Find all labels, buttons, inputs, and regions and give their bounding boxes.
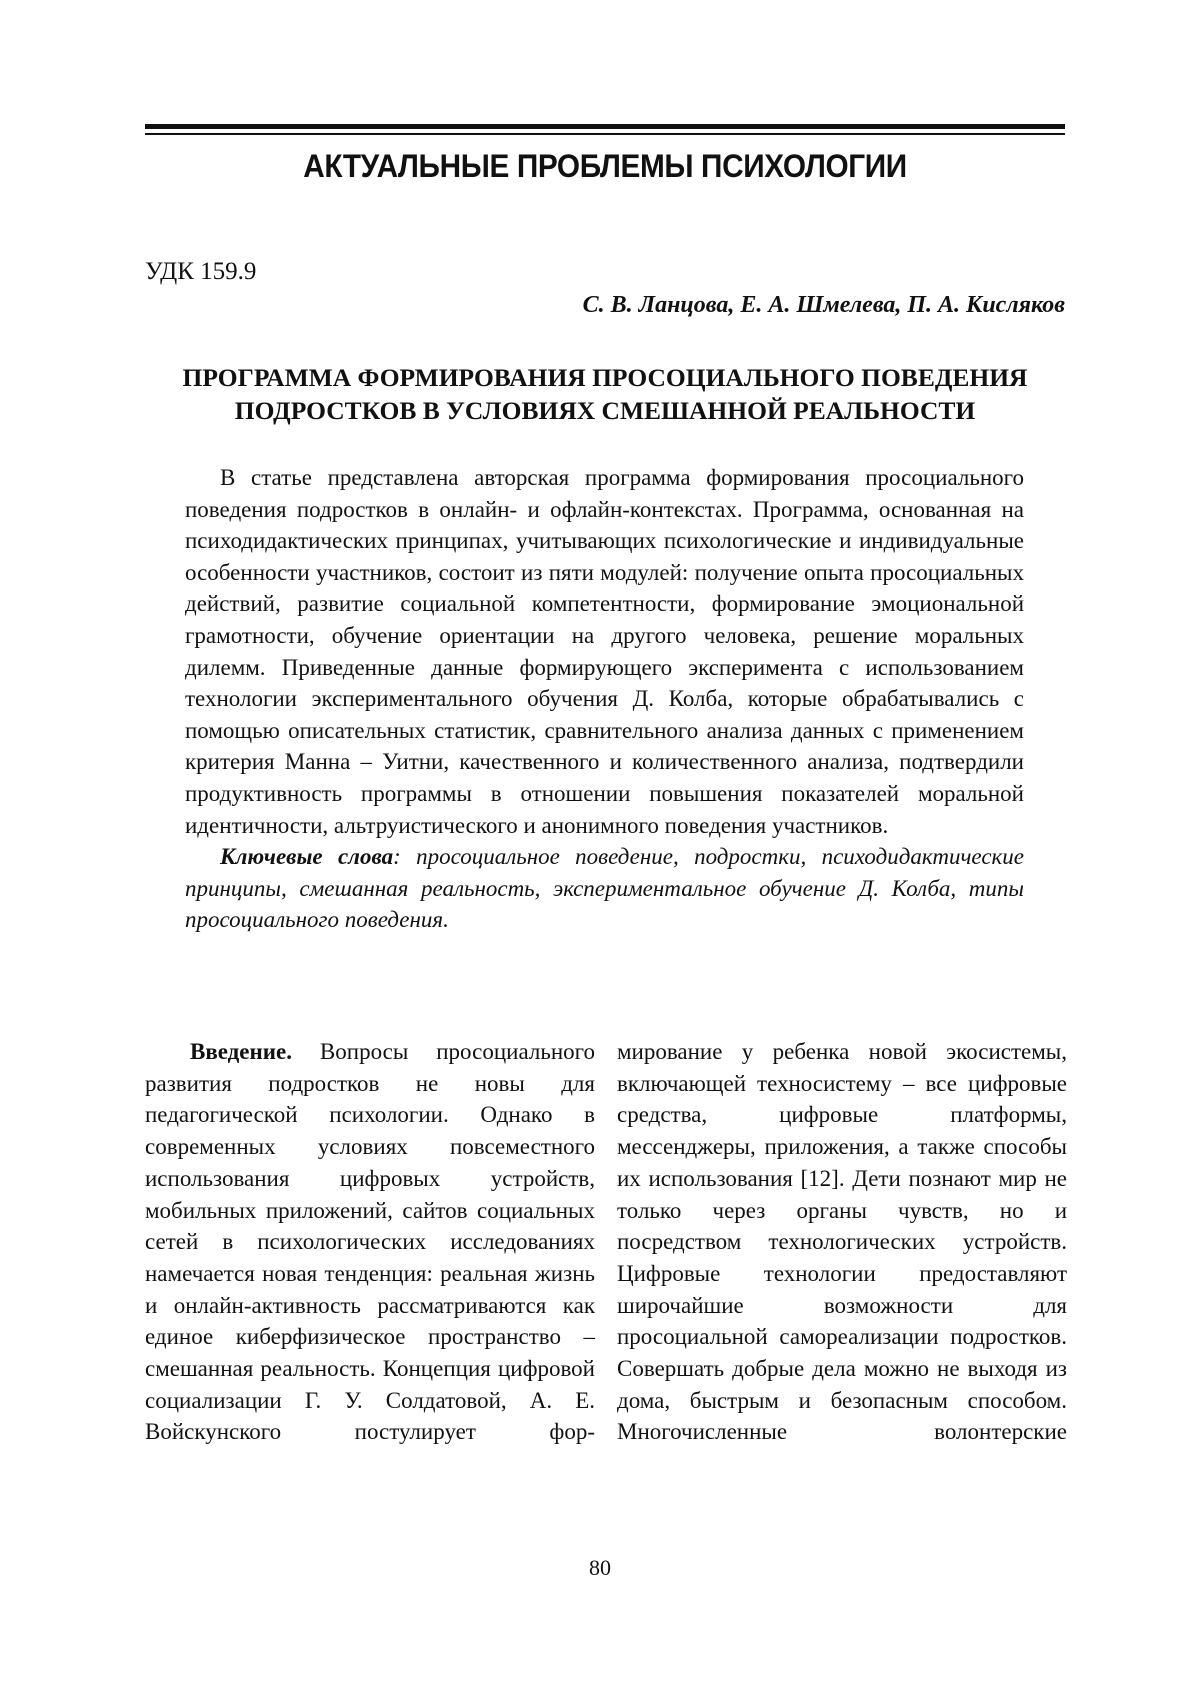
abstract-block xyxy=(185,462,1024,936)
body-column-left xyxy=(145,1036,595,1448)
article-title-line-1: ПРОГРАММА ФОРМИРОВАНИЯ ПРОСОЦИАЛЬНОГО ПОВЕДЕНИЯ xyxy=(182,363,1028,392)
keywords-label: Ключевые слова xyxy=(220,844,394,870)
header-rule-thick xyxy=(145,124,1065,129)
udk-code: УДК 159.9 xyxy=(145,258,257,285)
left-column-text: Вопросы просоциального развития подростков не новы для педагогической психологии. Однако в современных условиях повсеместного использования цифровых устройств, мобильных приложений, сайтов социальных сетей в психологических исследованиях намечается новая тенденция: реальная жизнь и онлайн-активность рассматриваются как единое киберфизическое пространство – смешанная реальность. Концепция цифровой социализации Г. У. Солдатовой, А. Е. Войскунского постулирует фор- xyxy=(145,1039,595,1445)
intro-label: Введение. xyxy=(190,1039,292,1064)
header-rule-thin xyxy=(145,133,1065,135)
intro-paragraph xyxy=(145,1036,595,1448)
right-column-text: мирование у ребенка новой экосистемы, включающей техносистему – все цифровые средства, цифровые платформы, мессенджеры, приложения, а также способы их использования [12]. Дети познают мир не только через органы чувств, но и посредством технологических устройств. Цифровые технологии предоставляют широчайшие возможности для просоциальной самореализации подростков. Совершать добрые дела можно не выходя из дома, быстрым и безопасным способом. Многочисленные волонтерские xyxy=(617,1039,1067,1445)
abstract-text: В статье представлена авторская программа формирования просоциального поведения подростков в онлайн- и офлайн-контекстах. Программа, основанная на психодидактических принципах, учитывающих психологические и индивидуальные особенности участников, состоит из пяти модулей: получение опыта просоциальных действий, развитие социальной компетентности, формирование эмоциональной грамотности, обучение ориентации на другого человека, решение моральных дилемм. Приведенные данные формирующего эксперимента с использованием технологии экспериментального обучения Д. Колба, которые обрабатывались с помощью описательных статистик, сравнительного анализа данных с применением критерия Манна – Уитни, качественного и количественного анализа, подтвердили продуктивность программы в отношении повышения показателей моральной идентичности, альтруистического и анонимного поведения участников. xyxy=(185,465,1024,838)
article-title xyxy=(145,361,1065,427)
article-title-line-2: ПОДРОСТКОВ В УСЛОВИЯХ СМЕШАННОЙ РЕАЛЬНОСТИ xyxy=(234,396,976,425)
body-column-right xyxy=(617,1036,1067,1448)
page-number: 80 xyxy=(589,1555,611,1580)
authors: С. В. Ланцова, Е. А. Шмелева, П. А. Кисляков xyxy=(582,292,1065,318)
keywords-text: : просоциальное поведение, подростки, психодидактические принципы, смешанная реальность, экспериментальное обучение Д. Колба, типы просоциального поведения. xyxy=(185,844,1024,933)
section-title: АКТУАЛЬНЫЕ ПРОБЛЕМЫ ПСИХОЛОГИИ xyxy=(303,148,907,184)
keywords-paragraph xyxy=(185,841,1024,936)
